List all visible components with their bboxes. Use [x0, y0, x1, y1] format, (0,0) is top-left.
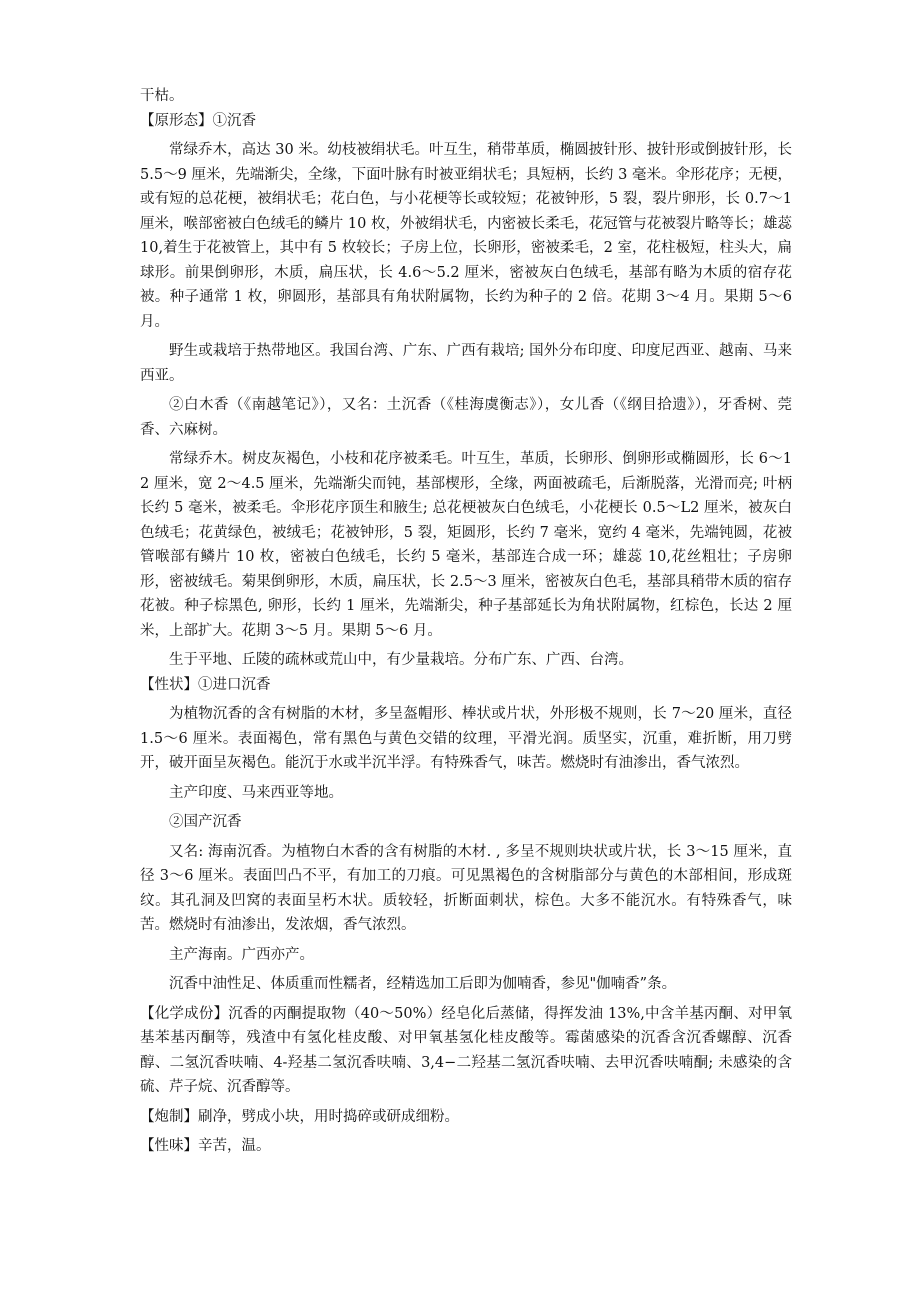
paragraph-agarwood-description: 常绿乔木，高达 30 米。幼枝被绢状毛。叶互生，稍带革质，椭圆披针形、披针形或倒披针形，长 5.5～9 厘米，先端渐尖，全缘，下面叶脉有时被亚绢状毛；具短柄，长约 3 毫米。伞形花序；无梗，或有短的总花梗，被绢状毛；花白色，与小花梗等长或较短；花被钟形，5 裂，裂片卵形，长 0.7～1 厘米，喉部密被白色绒毛的鳞片 10 枚，外被绢状毛，内密被长柔毛，花冠管与花被裂片略等长；雄蕊 10,着生于花被管上，其中有 5 枚较长；子房上位，长卵形，密被柔毛，2 室，花柱极短，柱头大，扁球形。前果倒卵形，木质，扁压状，长 4.6～5.2 厘米，密被灰白色绒毛，基部有略为木质的宿存花被。种子通常 1 枚，卵圆形，基部具有角状附属物，长约为种子的 2 倍。花期 3～4 月。果期 5～6 月。: [140, 142, 792, 330]
paragraph-white-agarwood-description: 常绿乔木。树皮灰褐色，小枝和花序被柔毛。叶互生，革质，长卵形、倒卵形或椭圆形，长 6～12 厘米，宽 2～4.5 厘米，先端渐尖而钝，基部楔形，全缘，两面被疏毛，后渐脱落，光滑而亮; 叶柄长约 5 毫米，被柔毛。伞形花序顶生和腋生; 总花梗被灰白色绒毛，小花梗长 0.5～L2 厘米，被灰白色绒毛；花黄绿色，被绒毛；花被钟形，5 裂，矩圆形，长约 7 毫米，宽约 4 毫米，先端钝圆，花被管喉部有鳞片 10 枚，密被白色绒毛，长约 5 毫米，基部连合成一环；雄蕊 10,花丝粗壮；子房卵形，密被绒毛。菊果倒卵形，木质，扁压状，长 2.5～3 厘米，密被灰白色毛，基部具稍带木质的宿存花被。种子棕黑色, 卵形，长约 1 厘米，先端渐尖，种子基部延长为角状附属物，红棕色，长达 2 厘米，上部扩大。花期 3～5 月。果期 5～6 月。: [140, 451, 792, 639]
paragraph-chemical-composition: 【化学成份】沉香的丙酮提取物（40～50%）经皂化后蒸储，得挥发油 13%,中含羊基丙酮、对甲氧基苯基丙酮等，残渣中有氢化桂皮酸、对甲氧基氢化桂皮酸等。霉菌感染的沉香含沉香螺醇、沉香醇、二氢沉香呋喃、4-羟基二氢沉香呋喃、3,4−二羟基二氢沉香呋喃、去甲沉香呋喃酮; 未感染的含硫、芹子烷、沉香醇等。: [140, 1005, 792, 1095]
paragraph-white-agarwood-habitat: 生于平地、丘陵的疏林或荒山中，有少量栽培。分布广东、广西、台湾。: [169, 652, 633, 668]
text-fragment: 干枯。: [140, 88, 184, 104]
section-heading-morphology: 【原形态】①沉香: [140, 112, 256, 129]
paragraph-domestic-agarwood: 又名: 海南沉香。为植物白木香的含有树脂的木材. , 多呈不规则块状或片状，长 3～15 厘米，直径 3～6 厘米。表面凹凸不平，有加工的刀痕。可见黑褐色的含树脂部分与黄色的木部相间，形成斑纹。其孔洞及凹窝的表面呈朽木状。质较轻，折断面刺状，棕色。大多不能沉水。有特殊香气，味苦。燃烧时有油渗出，发浓烟，香气浓烈。: [140, 843, 792, 933]
paragraph-taste-nature: 【性味】辛苦，温。: [140, 1138, 271, 1154]
paragraph-processing: 【炮制】刷净，劈成小块，用时捣碎或研成细粉。: [140, 1108, 459, 1125]
document-page: [140, 84, 792, 1159]
paragraph-imported-origin: 主产印度、马来西亚等地。: [169, 784, 343, 801]
subheading-domestic-agarwood: ②国产沉香: [169, 814, 242, 830]
paragraph-white-agarwood-names: ②白木香（《南越笔记》），又名：土沉香（《桂海虞衡志》），女儿香（《纲目拾遗》），牙香树、莞香、六麻树。: [140, 397, 792, 438]
paragraph-kynam-note: 沉香中油性足、体质重而性糯者，经精选加工后即为伽喃香，参见"伽喃香”条。: [169, 976, 677, 992]
paragraph-agarwood-distribution: 野生或栽培于热带地区。我国台湾、广东、广西有栽培; 国外分布印度、印度尼西亚、越南、马来西亚。: [140, 343, 792, 384]
section-heading-characteristics: 【性状】①进口沉香: [140, 676, 271, 693]
paragraph-imported-agarwood: 为植物沉香的含有树脂的木材，多呈盔帽形、棒状或片状，外形极不规则，长 7～20 厘米，直径 1.5～6 厘米。表面褐色，常有黑色与黄色交错的纹理，平滑光润。质坚实，沉重，难折断，用刀劈开，破开面呈灰褐色。能沉于水或半沉半浮。有特殊香气，味苦。燃烧时有油渗出，香气浓烈。: [140, 706, 792, 771]
paragraph-domestic-origin: 主产海南。广西亦产。: [169, 946, 314, 963]
